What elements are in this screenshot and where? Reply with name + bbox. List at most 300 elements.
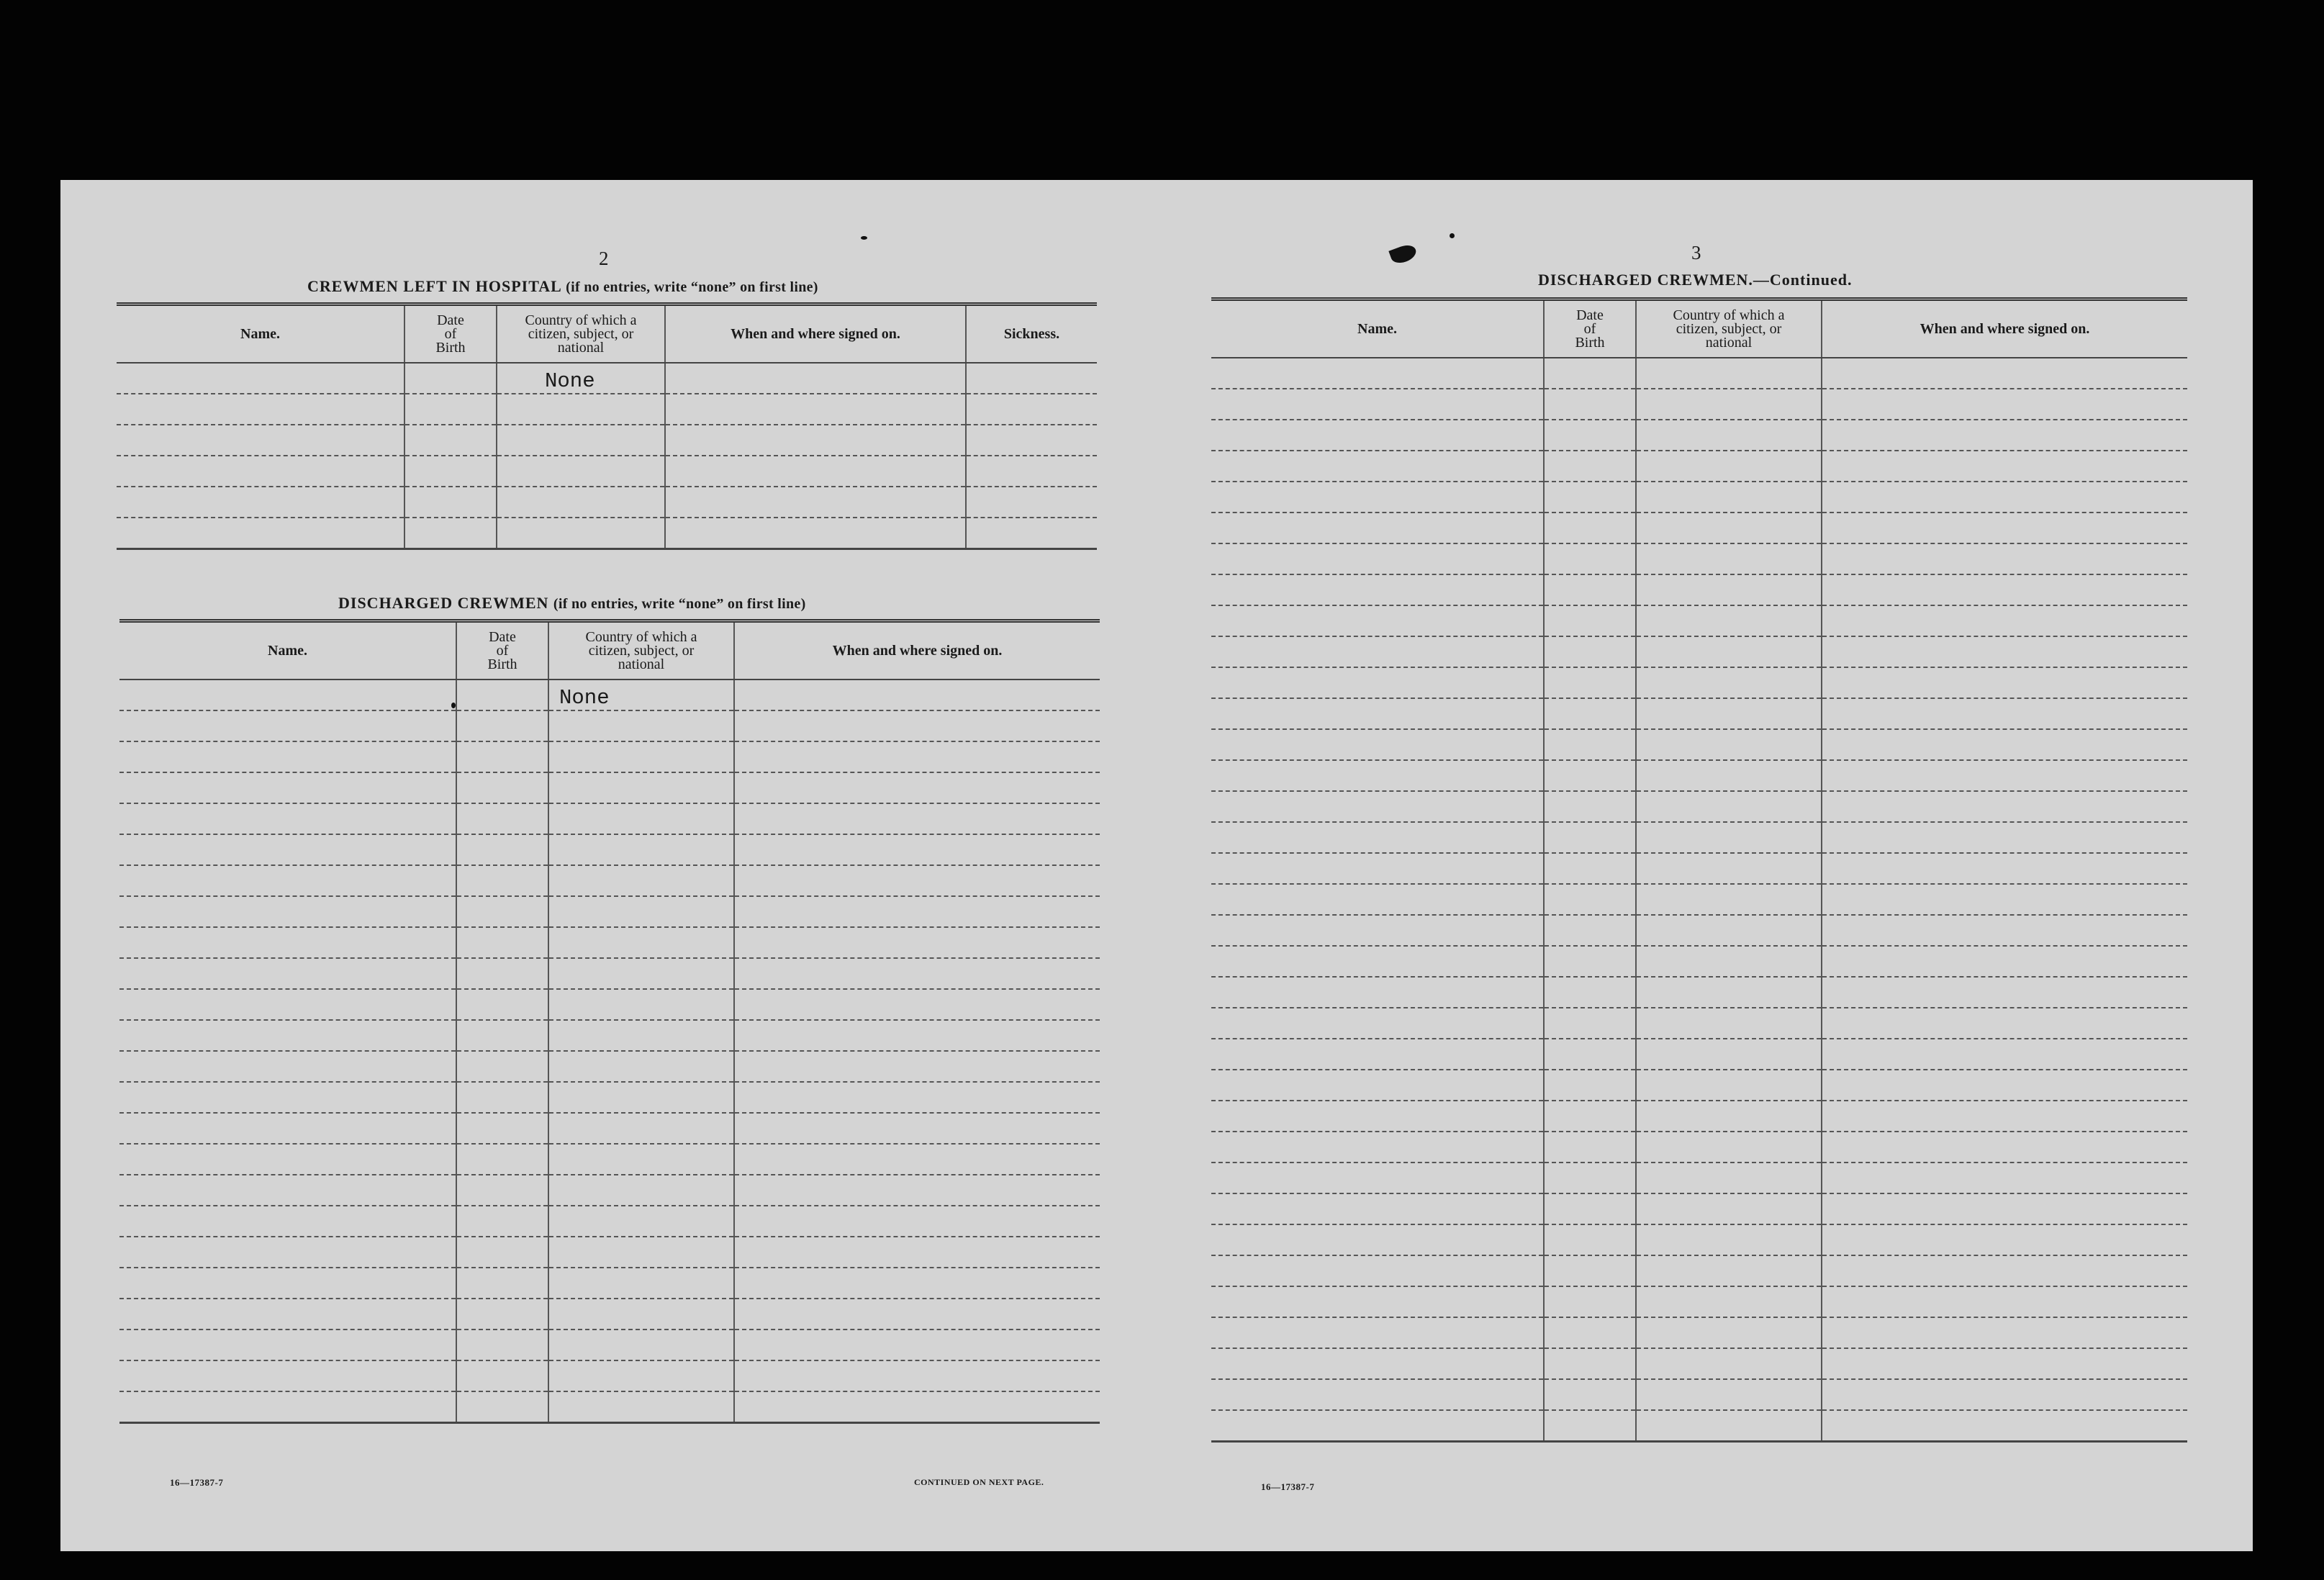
- country-cell[interactable]: [1636, 1101, 1822, 1132]
- name-cell[interactable]: [119, 1206, 456, 1237]
- signed-on-cell[interactable]: [1822, 946, 2187, 977]
- header-signed-on: When and where signed on.: [1822, 299, 2187, 358]
- name-cell[interactable]: [119, 741, 456, 772]
- signed-on-cell[interactable]: [734, 710, 1100, 741]
- country-cell[interactable]: [1636, 915, 1822, 946]
- dob-cell[interactable]: [1544, 543, 1636, 574]
- name-cell[interactable]: [119, 772, 456, 803]
- table-row: [119, 741, 1100, 772]
- name-cell[interactable]: [1211, 513, 1544, 543]
- country-cell[interactable]: [1636, 853, 1822, 884]
- signed-on-cell[interactable]: [665, 425, 966, 456]
- name-cell[interactable]: [119, 1237, 456, 1268]
- signed-on-cell[interactable]: [1822, 1039, 2187, 1070]
- name-cell[interactable]: [1211, 915, 1544, 946]
- country-cell[interactable]: [1636, 729, 1822, 760]
- dob-cell[interactable]: [1544, 1224, 1636, 1255]
- header-dob-line1: Date: [1576, 307, 1604, 323]
- signed-on-cell[interactable]: [1822, 1008, 2187, 1039]
- table-row: [119, 1082, 1100, 1113]
- country-cell[interactable]: [548, 1330, 734, 1360]
- header-country-line3: national: [1705, 334, 1753, 351]
- country-cell[interactable]: [1636, 1070, 1822, 1101]
- signed-on-cell[interactable]: [1822, 358, 2187, 389]
- page-number: 3: [1691, 242, 1701, 263]
- dob-cell[interactable]: [456, 1330, 548, 1360]
- name-cell[interactable]: [119, 834, 456, 865]
- country-cell[interactable]: [548, 865, 734, 896]
- table-row: [119, 896, 1100, 927]
- signed-on-cell[interactable]: [734, 1020, 1100, 1051]
- dob-cell[interactable]: [1544, 698, 1636, 729]
- name-cell[interactable]: [1211, 574, 1544, 605]
- name-cell[interactable]: [117, 394, 404, 425]
- signed-on-cell[interactable]: [1822, 1348, 2187, 1379]
- signed-on-cell[interactable]: [734, 803, 1100, 834]
- country-cell[interactable]: [1636, 1008, 1822, 1039]
- country-cell[interactable]: [1636, 884, 1822, 915]
- table-row: [1211, 1070, 2187, 1101]
- dob-cell[interactable]: [1544, 1286, 1636, 1317]
- ink-speck: [861, 236, 867, 240]
- signed-on-cell[interactable]: [1822, 482, 2187, 513]
- country-cell[interactable]: [497, 487, 665, 518]
- signed-on-cell[interactable]: [665, 518, 966, 549]
- signed-on-cell[interactable]: [734, 680, 1100, 710]
- signed-on-cell[interactable]: [1822, 1132, 2187, 1163]
- name-cell[interactable]: [1211, 389, 1544, 420]
- country-cell[interactable]: [497, 425, 665, 456]
- dob-cell[interactable]: [456, 927, 548, 958]
- signed-on-cell[interactable]: [1822, 1070, 2187, 1101]
- country-cell[interactable]: [548, 1175, 734, 1206]
- name-cell[interactable]: [1211, 358, 1544, 389]
- name-cell[interactable]: [119, 1175, 456, 1206]
- country-cell[interactable]: [1636, 1255, 1822, 1286]
- signed-on-cell[interactable]: [1822, 1193, 2187, 1224]
- dob-cell[interactable]: [1544, 853, 1636, 884]
- dob-cell[interactable]: [456, 1020, 548, 1051]
- table-row: [117, 487, 1097, 518]
- dob-cell[interactable]: [1544, 1039, 1636, 1070]
- dob-cell[interactable]: [456, 1360, 548, 1391]
- name-cell[interactable]: [119, 1330, 456, 1360]
- header-country-line2: citizen, subject, or: [1676, 320, 1782, 337]
- name-cell[interactable]: [1211, 1348, 1544, 1379]
- name-cell[interactable]: [1211, 1132, 1544, 1163]
- name-cell[interactable]: [119, 927, 456, 958]
- signed-on-cell[interactable]: [1822, 451, 2187, 482]
- signed-on-cell[interactable]: [734, 1237, 1100, 1268]
- signed-on-cell[interactable]: [734, 772, 1100, 803]
- dob-cell[interactable]: [456, 834, 548, 865]
- name-cell[interactable]: [117, 487, 404, 518]
- name-cell[interactable]: [1211, 1410, 1544, 1442]
- country-cell[interactable]: [1636, 1039, 1822, 1070]
- dob-cell[interactable]: [404, 518, 497, 549]
- country-cell[interactable]: [1636, 482, 1822, 513]
- name-cell[interactable]: [1211, 420, 1544, 451]
- name-cell[interactable]: [1211, 729, 1544, 760]
- signed-on-cell[interactable]: [1822, 915, 2187, 946]
- name-cell[interactable]: [1211, 1008, 1544, 1039]
- dob-cell[interactable]: [1544, 1379, 1636, 1410]
- name-cell[interactable]: [1211, 1039, 1544, 1070]
- name-cell[interactable]: [117, 456, 404, 487]
- country-cell[interactable]: [1636, 1348, 1822, 1379]
- name-cell[interactable]: [119, 865, 456, 896]
- name-cell[interactable]: [1211, 1286, 1544, 1317]
- sickness-cell[interactable]: [966, 487, 1097, 518]
- dob-cell[interactable]: [456, 1051, 548, 1082]
- table-row: [1211, 791, 2187, 822]
- signed-on-cell[interactable]: [1822, 574, 2187, 605]
- signed-on-cell[interactable]: [1822, 1317, 2187, 1348]
- table-row: [1211, 389, 2187, 420]
- dob-cell[interactable]: [1544, 605, 1636, 636]
- signed-on-cell[interactable]: [1822, 1101, 2187, 1132]
- name-cell[interactable]: [119, 1391, 456, 1423]
- name-cell[interactable]: [1211, 636, 1544, 667]
- country-cell[interactable]: [548, 834, 734, 865]
- name-cell[interactable]: [119, 958, 456, 989]
- dob-cell[interactable]: [1544, 636, 1636, 667]
- name-cell[interactable]: [117, 425, 404, 456]
- name-cell[interactable]: [119, 989, 456, 1020]
- name-cell[interactable]: [119, 680, 456, 710]
- name-cell[interactable]: [1211, 1379, 1544, 1410]
- dob-cell[interactable]: [456, 710, 548, 741]
- dob-cell[interactable]: [1544, 946, 1636, 977]
- name-cell[interactable]: [119, 1144, 456, 1175]
- continued-table-body: [1211, 358, 2187, 1442]
- dob-cell[interactable]: [456, 1206, 548, 1237]
- header-dob-line3: Birth: [1575, 334, 1605, 351]
- country-cell[interactable]: [1636, 1286, 1822, 1317]
- signed-on-cell[interactable]: [734, 1144, 1100, 1175]
- country-cell[interactable]: [548, 741, 734, 772]
- name-cell[interactable]: [119, 1082, 456, 1113]
- dob-cell[interactable]: [1544, 451, 1636, 482]
- signed-on-cell[interactable]: [665, 456, 966, 487]
- name-cell[interactable]: [1211, 884, 1544, 915]
- signed-on-cell[interactable]: [1822, 760, 2187, 791]
- signed-on-cell[interactable]: [1822, 605, 2187, 636]
- dob-cell[interactable]: [456, 865, 548, 896]
- dob-cell[interactable]: [1544, 884, 1636, 915]
- signed-on-cell[interactable]: [1822, 667, 2187, 698]
- dob-cell[interactable]: [456, 989, 548, 1020]
- dob-cell[interactable]: [456, 741, 548, 772]
- dob-cell[interactable]: [456, 1175, 548, 1206]
- name-cell[interactable]: [1211, 1255, 1544, 1286]
- signed-on-cell[interactable]: [1822, 977, 2187, 1008]
- name-cell[interactable]: [119, 803, 456, 834]
- country-cell[interactable]: [1636, 946, 1822, 977]
- signed-on-cell[interactable]: [1822, 1163, 2187, 1193]
- signed-on-cell[interactable]: [734, 834, 1100, 865]
- country-cell[interactable]: [1636, 636, 1822, 667]
- name-cell[interactable]: [119, 896, 456, 927]
- signed-on-cell[interactable]: [1822, 884, 2187, 915]
- country-cell[interactable]: [1636, 358, 1822, 389]
- name-cell[interactable]: [1211, 667, 1544, 698]
- sickness-cell[interactable]: [966, 363, 1097, 394]
- country-cell[interactable]: [497, 394, 665, 425]
- signed-on-cell[interactable]: [1822, 1379, 2187, 1410]
- signed-on-cell[interactable]: [665, 487, 966, 518]
- country-cell[interactable]: [1636, 513, 1822, 543]
- name-cell[interactable]: [119, 1299, 456, 1330]
- page-number: 2: [599, 248, 609, 269]
- signed-on-cell[interactable]: [1822, 389, 2187, 420]
- country-cell[interactable]: [1636, 1224, 1822, 1255]
- signed-on-cell[interactable]: [734, 1206, 1100, 1237]
- signed-on-cell[interactable]: [734, 1299, 1100, 1330]
- country-cell[interactable]: [548, 772, 734, 803]
- country-cell[interactable]: [497, 518, 665, 549]
- signed-on-cell[interactable]: [1822, 791, 2187, 822]
- dob-cell[interactable]: [1544, 1317, 1636, 1348]
- signed-on-cell[interactable]: [665, 363, 966, 394]
- country-cell[interactable]: [1636, 1193, 1822, 1224]
- signed-on-cell[interactable]: [734, 865, 1100, 896]
- dob-cell[interactable]: [1544, 482, 1636, 513]
- signed-on-cell[interactable]: [1822, 420, 2187, 451]
- signed-on-cell[interactable]: [1822, 853, 2187, 884]
- name-cell[interactable]: [119, 1020, 456, 1051]
- dob-cell[interactable]: [456, 958, 548, 989]
- sickness-cell[interactable]: [966, 394, 1097, 425]
- dob-cell[interactable]: [1544, 791, 1636, 822]
- signed-on-cell[interactable]: [665, 394, 966, 425]
- dob-cell[interactable]: [1544, 1070, 1636, 1101]
- dob-cell[interactable]: [1544, 760, 1636, 791]
- name-cell[interactable]: [119, 1360, 456, 1391]
- signed-on-cell[interactable]: [734, 741, 1100, 772]
- country-cell[interactable]: [1636, 822, 1822, 853]
- country-cell[interactable]: [548, 1144, 734, 1175]
- dob-cell[interactable]: [1544, 1163, 1636, 1193]
- name-cell[interactable]: [1211, 1163, 1544, 1193]
- table-row: [1211, 853, 2187, 884]
- country-cell[interactable]: [1636, 574, 1822, 605]
- name-cell[interactable]: [1211, 698, 1544, 729]
- name-cell[interactable]: [1211, 1224, 1544, 1255]
- discharged-table: [119, 619, 1100, 1424]
- dob-cell[interactable]: [1544, 822, 1636, 853]
- dob-cell[interactable]: [1544, 358, 1636, 389]
- dob-cell[interactable]: [1544, 977, 1636, 1008]
- signed-on-cell[interactable]: [734, 1113, 1100, 1144]
- dob-cell[interactable]: [456, 1237, 548, 1268]
- name-cell[interactable]: [119, 1268, 456, 1299]
- signed-on-cell[interactable]: [734, 958, 1100, 989]
- name-cell[interactable]: [119, 1113, 456, 1144]
- country-cell[interactable]: [1636, 667, 1822, 698]
- country-cell[interactable]: [548, 803, 734, 834]
- dob-cell[interactable]: [404, 487, 497, 518]
- signed-on-cell[interactable]: [734, 1051, 1100, 1082]
- signed-on-cell[interactable]: [1822, 729, 2187, 760]
- country-cell[interactable]: [1636, 1410, 1822, 1442]
- table-row: [119, 1051, 1100, 1082]
- dob-cell[interactable]: [456, 680, 548, 710]
- dob-cell[interactable]: [404, 456, 497, 487]
- country-cell[interactable]: [548, 1391, 734, 1423]
- name-cell[interactable]: [1211, 822, 1544, 853]
- dob-cell[interactable]: [1544, 1255, 1636, 1286]
- country-cell[interactable]: [548, 1020, 734, 1051]
- name-cell[interactable]: [117, 363, 404, 394]
- footer-continued-note: CONTINUED ON NEXT PAGE.: [914, 1477, 1044, 1487]
- signed-on-cell[interactable]: [1822, 543, 2187, 574]
- dob-cell[interactable]: [1544, 1132, 1636, 1163]
- sickness-cell[interactable]: [966, 425, 1097, 456]
- sickness-cell[interactable]: [966, 518, 1097, 549]
- country-cell[interactable]: [548, 710, 734, 741]
- table-row: [1211, 1008, 2187, 1039]
- dob-cell[interactable]: [1544, 729, 1636, 760]
- dob-cell[interactable]: [1544, 420, 1636, 451]
- table-row: [1211, 884, 2187, 915]
- dob-cell[interactable]: [456, 1299, 548, 1330]
- country-cell[interactable]: None: [497, 363, 665, 394]
- table-row: [1211, 822, 2187, 853]
- signed-on-cell[interactable]: [1822, 1286, 2187, 1317]
- signed-on-cell[interactable]: [734, 927, 1100, 958]
- dob-cell[interactable]: [1544, 1101, 1636, 1132]
- dob-cell[interactable]: [404, 425, 497, 456]
- country-cell[interactable]: [548, 1299, 734, 1330]
- country-cell[interactable]: [1636, 698, 1822, 729]
- dob-cell[interactable]: [456, 1144, 548, 1175]
- country-cell[interactable]: [548, 927, 734, 958]
- signed-on-cell[interactable]: [734, 1082, 1100, 1113]
- name-cell[interactable]: [1211, 543, 1544, 574]
- country-cell[interactable]: [1636, 1132, 1822, 1163]
- signed-on-cell[interactable]: [734, 1360, 1100, 1391]
- country-cell[interactable]: [548, 896, 734, 927]
- dob-cell[interactable]: [1544, 513, 1636, 543]
- country-cell[interactable]: [548, 958, 734, 989]
- name-cell[interactable]: [1211, 853, 1544, 884]
- country-cell[interactable]: [548, 1360, 734, 1391]
- country-cell[interactable]: [497, 456, 665, 487]
- header-country-line3: national: [557, 339, 605, 356]
- country-cell[interactable]: [548, 1082, 734, 1113]
- dob-cell[interactable]: [456, 803, 548, 834]
- signed-on-cell[interactable]: [1822, 822, 2187, 853]
- country-cell[interactable]: [1636, 543, 1822, 574]
- table-row: [117, 425, 1097, 456]
- country-cell[interactable]: [1636, 760, 1822, 791]
- country-cell[interactable]: [548, 989, 734, 1020]
- country-cell[interactable]: None: [548, 680, 734, 710]
- signed-on-cell[interactable]: [1822, 1224, 2187, 1255]
- country-cell[interactable]: [1636, 420, 1822, 451]
- sickness-cell[interactable]: [966, 456, 1097, 487]
- dob-cell[interactable]: [1544, 574, 1636, 605]
- dob-cell[interactable]: [1544, 667, 1636, 698]
- ink-speck: [451, 703, 456, 708]
- discharged-continued-title: DISCHARGED CREWMEN.—Continued.: [1538, 271, 1853, 289]
- country-cell[interactable]: [548, 1237, 734, 1268]
- dob-cell[interactable]: [456, 772, 548, 803]
- country-cell[interactable]: [1636, 1317, 1822, 1348]
- signed-on-cell[interactable]: [734, 1175, 1100, 1206]
- table-row: [1211, 1286, 2187, 1317]
- signed-on-cell[interactable]: [734, 1268, 1100, 1299]
- name-cell[interactable]: [1211, 1317, 1544, 1348]
- name-cell[interactable]: [119, 1051, 456, 1082]
- dob-cell[interactable]: [1544, 1008, 1636, 1039]
- dob-cell[interactable]: [1544, 1348, 1636, 1379]
- dob-cell[interactable]: [456, 1268, 548, 1299]
- name-cell[interactable]: [1211, 1070, 1544, 1101]
- table-row: [1211, 574, 2187, 605]
- dob-cell[interactable]: [1544, 1193, 1636, 1224]
- name-cell[interactable]: [1211, 605, 1544, 636]
- dob-cell[interactable]: [1544, 915, 1636, 946]
- country-cell[interactable]: [1636, 451, 1822, 482]
- dob-cell[interactable]: [456, 896, 548, 927]
- country-cell[interactable]: [1636, 1163, 1822, 1193]
- signed-on-cell[interactable]: [1822, 698, 2187, 729]
- country-cell[interactable]: [548, 1206, 734, 1237]
- dob-cell[interactable]: [404, 363, 497, 394]
- country-cell[interactable]: [1636, 791, 1822, 822]
- name-cell[interactable]: [119, 710, 456, 741]
- country-cell[interactable]: [1636, 389, 1822, 420]
- name-cell[interactable]: [1211, 482, 1544, 513]
- header-date-of-birth: [404, 304, 497, 364]
- dob-cell[interactable]: [456, 1113, 548, 1144]
- signed-on-cell[interactable]: [734, 1391, 1100, 1423]
- signed-on-cell[interactable]: [734, 1330, 1100, 1360]
- table-row: [119, 1360, 1100, 1391]
- country-cell[interactable]: [1636, 977, 1822, 1008]
- country-cell[interactable]: [1636, 1379, 1822, 1410]
- dob-cell[interactable]: [456, 1391, 548, 1423]
- signed-on-cell[interactable]: [1822, 636, 2187, 667]
- country-cell[interactable]: [548, 1113, 734, 1144]
- signed-on-cell[interactable]: [1822, 1410, 2187, 1442]
- name-cell[interactable]: [117, 518, 404, 549]
- name-cell[interactable]: [1211, 791, 1544, 822]
- dob-cell[interactable]: [456, 1082, 548, 1113]
- table-row: [1211, 1132, 2187, 1163]
- signed-on-cell[interactable]: [734, 989, 1100, 1020]
- name-cell[interactable]: [1211, 1193, 1544, 1224]
- header-country-line1: Country of which a: [525, 312, 637, 328]
- name-cell[interactable]: [1211, 760, 1544, 791]
- name-cell[interactable]: [1211, 451, 1544, 482]
- name-cell[interactable]: [1211, 1101, 1544, 1132]
- header-name: Name.: [1211, 299, 1544, 358]
- country-cell[interactable]: [1636, 605, 1822, 636]
- signed-on-cell[interactable]: [1822, 513, 2187, 543]
- name-cell[interactable]: [1211, 977, 1544, 1008]
- country-cell[interactable]: [548, 1051, 734, 1082]
- dob-cell[interactable]: [1544, 389, 1636, 420]
- signed-on-cell[interactable]: [734, 896, 1100, 927]
- country-cell[interactable]: [548, 1268, 734, 1299]
- dob-cell[interactable]: [404, 394, 497, 425]
- dob-cell[interactable]: [1544, 1410, 1636, 1442]
- name-cell[interactable]: [1211, 946, 1544, 977]
- signed-on-cell[interactable]: [1822, 1255, 2187, 1286]
